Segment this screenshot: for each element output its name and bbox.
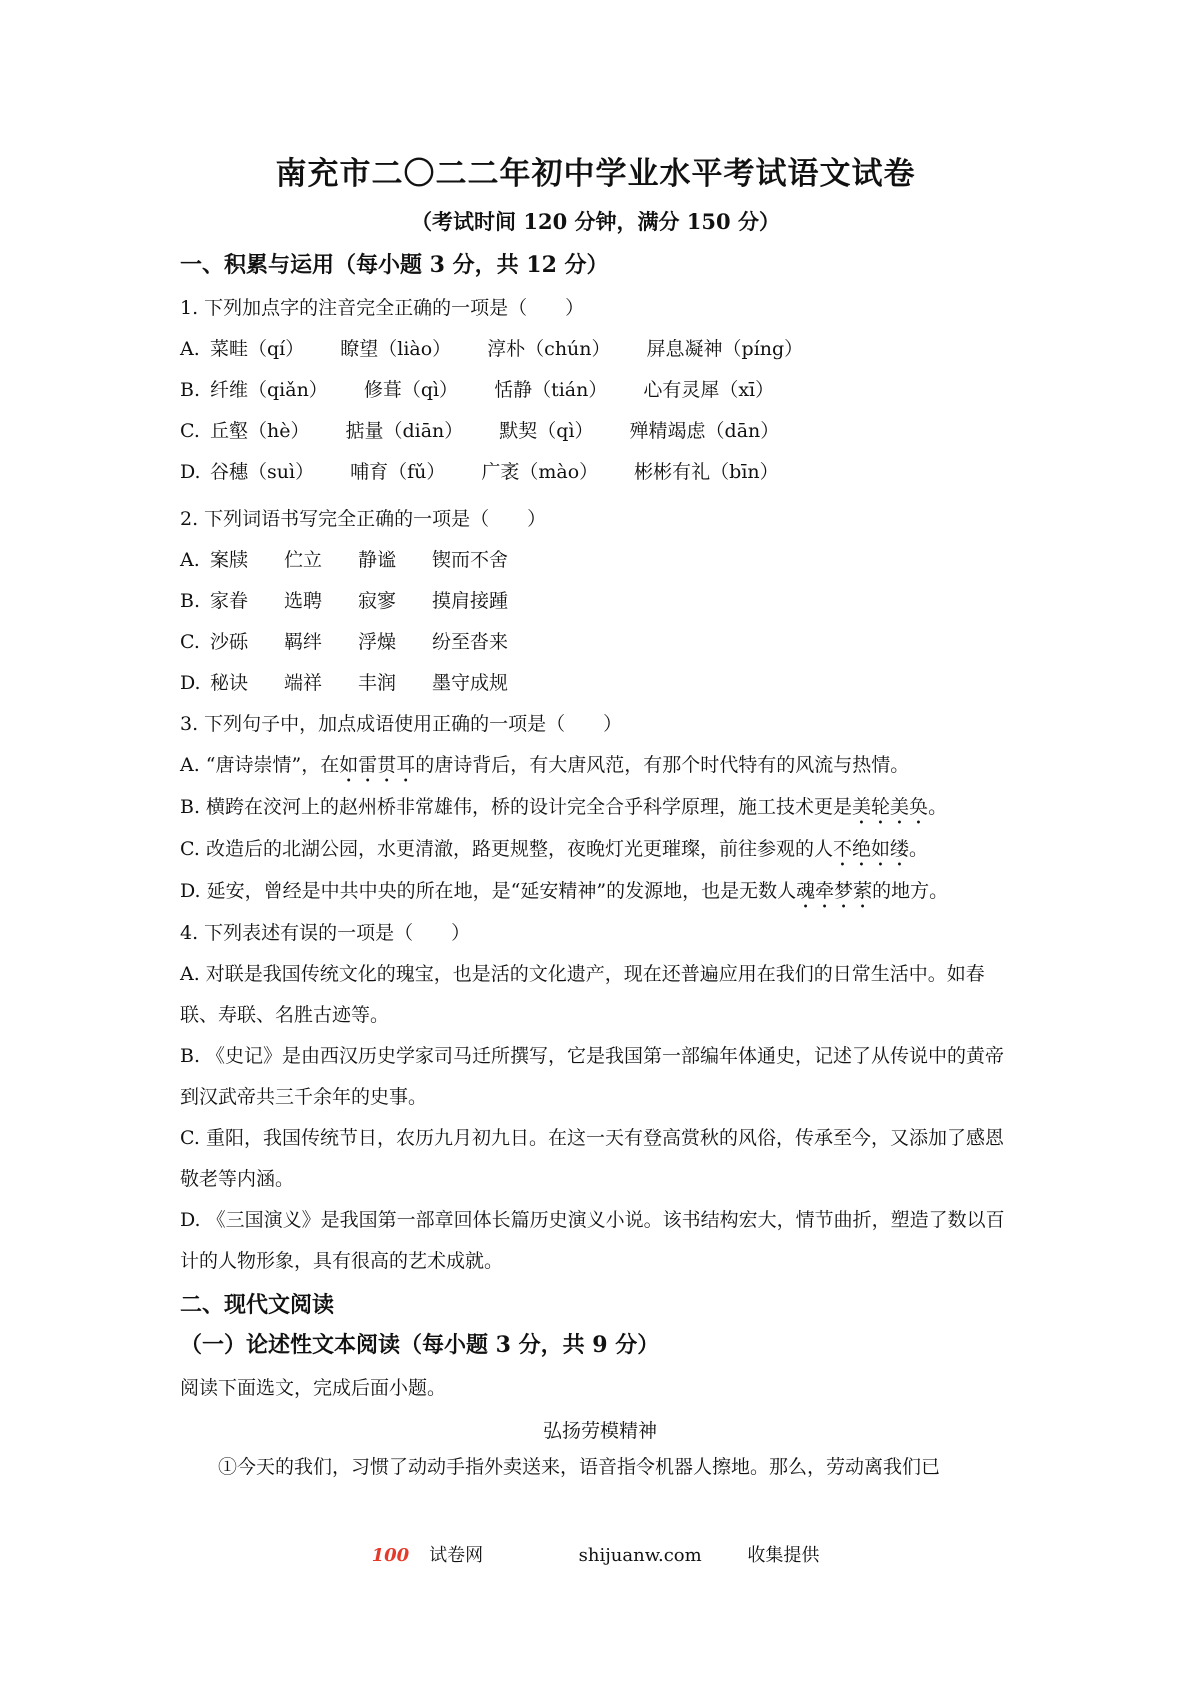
option-item: 端祥 <box>284 672 323 694</box>
option-item: 广袤（mào） <box>481 461 599 483</box>
option-label: C. <box>180 631 200 653</box>
option-item: 浮燥 <box>358 631 397 653</box>
option-text: B. 横跨在洨河上的赵州桥非常雄伟，桥的设计完全合乎科学原理，施工技术更是 <box>180 796 853 818</box>
page-subtitle: （考试时间 120 分钟，满分 150 分） <box>411 209 780 234</box>
option-text: 。 <box>908 838 928 860</box>
question-1-option-a <box>180 329 1020 370</box>
option-text: D. 延安，曾经是中共中央的所在地，是“延安精神”的发源地，也是无数人 <box>180 880 797 902</box>
section-2-heading: 二、现代文阅读 <box>180 1292 335 1318</box>
option-item: 案牍 <box>210 549 249 571</box>
dotted-idiom: 美轮美奂 <box>852 796 929 818</box>
option-item: 淳朴（chún） <box>487 338 611 360</box>
question-2-option-a <box>180 540 1020 581</box>
option-item: 家眷 <box>210 590 249 612</box>
option-item: 殚精竭虑（dān） <box>629 420 780 442</box>
option-item: 选聘 <box>284 590 323 612</box>
option-item: 秘诀 <box>210 672 249 694</box>
option-text: 的唐诗背后，有大唐风范，有那个时代特有的风流与热情。 <box>415 754 910 776</box>
option-text: 。 <box>928 796 948 818</box>
option-text: 的地方。 <box>872 880 949 902</box>
option-item: 伫立 <box>284 549 323 571</box>
question-1-option-b <box>180 370 1020 411</box>
option-item: 锲而不舍 <box>432 549 509 571</box>
option-label: D. <box>180 672 201 694</box>
question-1-option-c <box>180 411 1020 452</box>
option-item: 彬彬有礼（bīn） <box>634 461 779 483</box>
question-4-option-d: D. 《三国演义》是我国第一部章回体长篇历史演义小说。该书结构宏大，情节曲折，塑造了数以百计的人物形象，具有很高的艺术成就。 <box>180 1209 1005 1272</box>
article-paragraph-1: ①今天的我们，习惯了动动手指外卖送来，语音指令机器人擦地。那么，劳动离我们已 <box>218 1456 941 1478</box>
question-2-option-b <box>180 581 1020 622</box>
option-item: 沙砾 <box>210 631 249 653</box>
option-item: 屏息凝神（píng） <box>646 338 804 360</box>
site-logo: 100 <box>371 1545 410 1566</box>
option-label: A. <box>180 338 200 360</box>
section-2-subheading: （一）论述性文本阅读（每小题 3 分，共 9 分） <box>180 1332 660 1358</box>
question-2-option-c <box>180 622 1020 663</box>
site-name: 试卷网 <box>429 1545 484 1566</box>
option-label: B. <box>180 590 201 612</box>
option-text: C. 改造后的北湖公园，水更清澈，路更规整，夜晚灯光更璀璨，前往参观的人 <box>180 838 833 860</box>
option-item: 羁绊 <box>284 631 323 653</box>
option-item: 丘壑（hè） <box>210 420 310 442</box>
option-item: 恬静（tián） <box>494 379 608 401</box>
option-label: B. <box>180 379 201 401</box>
question-4-option-a: A. 对联是我国传统文化的瑰宝，也是活的文化遗产，现在还普遍应用在我们的日常生活中。如春联、寿联、名胜古迹等。 <box>180 963 985 1026</box>
reading-instruction: 阅读下面选文，完成后面小题。 <box>180 1377 447 1399</box>
option-item: 纤维（qiǎn） <box>210 379 328 401</box>
option-item: 墨守成规 <box>432 672 509 694</box>
option-item: 谷穗（suì） <box>210 461 315 483</box>
question-1-option-d <box>180 452 1020 493</box>
question-3-option-d <box>180 871 1020 913</box>
option-item: 哺育（fǔ） <box>350 461 446 483</box>
page-title: 南充市二〇二二年初中学业水平考试语文试卷 <box>275 156 916 192</box>
question-1-stem: 1. 下列加点字的注音完全正确的一项是（ ） <box>180 297 585 319</box>
dotted-idiom: 不绝如缕 <box>832 838 909 860</box>
option-item: 静谧 <box>358 549 397 571</box>
option-item: 瞭望（liào） <box>340 338 452 360</box>
section-1-heading: 一、积累与运用（每小题 3 分，共 12 分） <box>180 252 609 278</box>
option-label: D. <box>180 461 201 483</box>
option-item: 丰润 <box>358 672 397 694</box>
dotted-idiom: 如雷贯耳 <box>339 754 416 776</box>
question-4-stem: 4. 下列表述有误的一项是（ ） <box>180 922 471 944</box>
option-item: 纷至沓来 <box>432 631 509 653</box>
footer-note: 收集提供 <box>747 1545 820 1566</box>
option-item: 摸肩接踵 <box>432 590 509 612</box>
question-3-option-a <box>180 745 1020 787</box>
page-footer <box>0 1541 1191 1567</box>
option-item: 心有灵犀（xī） <box>643 379 775 401</box>
option-label: C. <box>180 420 200 442</box>
question-3-option-b <box>180 787 1020 829</box>
site-url: shijuanw.com <box>578 1545 702 1566</box>
question-3-stem: 3. 下列句子中，加点成语使用正确的一项是（ ） <box>180 713 623 735</box>
option-item: 掂量（diān） <box>345 420 464 442</box>
option-text: A. “唐诗崇情”，在 <box>180 754 340 776</box>
option-item: 修葺（qì） <box>363 379 459 401</box>
question-2-stem: 2. 下列词语书写完全正确的一项是（ ） <box>180 508 547 530</box>
dotted-idiom: 魂牵梦萦 <box>796 880 873 902</box>
option-item: 默契（qì） <box>499 420 594 442</box>
article-title: 弘扬劳模精神 <box>542 1420 657 1442</box>
question-4-option-c: C. 重阳，我国传统节日，农历九月初九日。在这一天有登高赏秋的风俗，传承至今，又添加了感恩敬老等内涵。 <box>180 1127 1004 1190</box>
question-4-option-b: B. 《史记》是由西汉历史学家司马迁所撰写，它是我国第一部编年体通史，记述了从传说中的黄帝到汉武帝共三千余年的史事。 <box>180 1045 1005 1108</box>
question-3-option-c <box>180 829 1020 871</box>
exam-content <box>180 250 1020 1485</box>
option-item: 菜畦（qí） <box>210 338 305 360</box>
option-item: 寂寥 <box>358 590 397 612</box>
option-label: A. <box>180 549 200 571</box>
question-2-option-d <box>180 663 1020 704</box>
